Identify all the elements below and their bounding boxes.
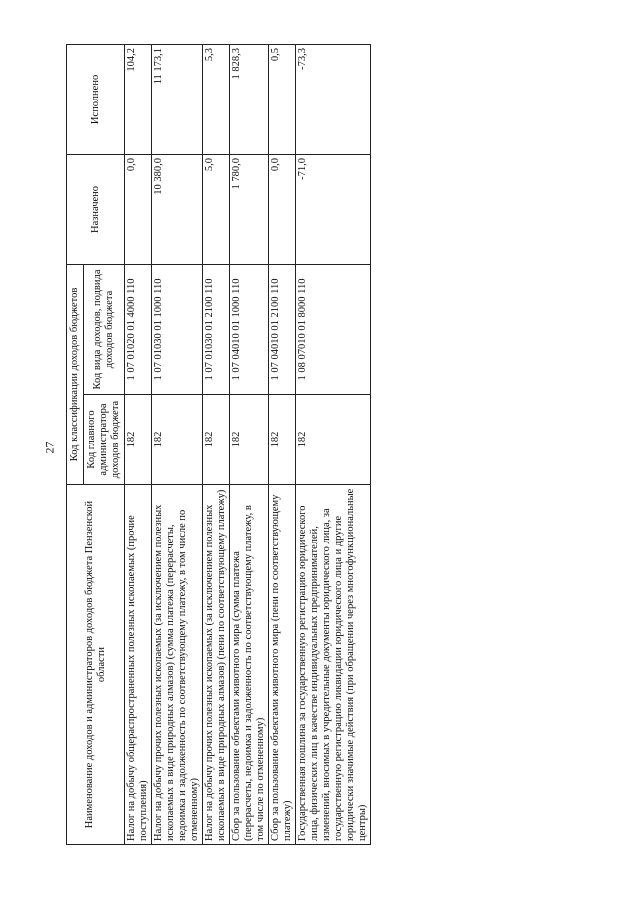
header-executed: Исполнено bbox=[67, 44, 125, 154]
row-executed: -73,3 bbox=[296, 44, 371, 154]
row-name: Сбор за пользование объектами животного мира (сумма платежа (перерасчеты, недоимка и задолженность по соответствующему платежу, в том числе по отмененному) bbox=[230, 485, 269, 845]
row-executed: 1 828,3 bbox=[230, 44, 269, 154]
page-number: 27 bbox=[42, 441, 57, 454]
row-income-code: 1 07 04010 01 1000 110 bbox=[230, 264, 269, 394]
row-name: Налог на добычу общераспространенных полезных ископаемых (прочие поступления) bbox=[125, 485, 152, 845]
header-name: Наименование доходов и администраторов доходов бюджета Пензенской области bbox=[67, 485, 125, 845]
table-row bbox=[296, 44, 371, 844]
table-row bbox=[269, 44, 296, 844]
row-admin-code: 182 bbox=[296, 395, 371, 485]
row-admin-code: 182 bbox=[152, 395, 203, 485]
row-executed: 0,5 bbox=[269, 44, 296, 154]
row-income-code: 1 08 07010 01 8000 110 bbox=[296, 264, 371, 394]
header-planned: Назначено bbox=[67, 154, 125, 264]
row-admin-code: 182 bbox=[203, 395, 230, 485]
row-income-code: 1 07 01030 01 2100 110 bbox=[203, 264, 230, 394]
row-name: Налог на добычу прочих полезных ископаемых (за исключением полезных ископаемых в виде природных алмазов) (пени по соответствующему платежу) bbox=[203, 485, 230, 845]
table-row bbox=[152, 44, 203, 844]
row-income-code: 1 07 01020 01 4000 110 bbox=[125, 264, 152, 394]
table-row bbox=[230, 44, 269, 844]
table-row bbox=[203, 44, 230, 844]
row-planned: 0,0 bbox=[269, 154, 296, 264]
row-name: Государственная пошлина за государственную регистрацию юридического лица, физических лиц в качестве индивидуальных предпринимателей, изменений, вносимых в учредительные документы юридического лица, за государственную регистрацию ликвидации юридического лица и другие юридически значимые действия (при обращении через многофункциональные центры) bbox=[296, 485, 371, 845]
row-planned: -71,0 bbox=[296, 154, 371, 264]
header-row-1 bbox=[67, 44, 84, 844]
row-planned: 0,0 bbox=[125, 154, 152, 264]
row-admin-code: 182 bbox=[269, 395, 296, 485]
row-admin-code: 182 bbox=[125, 395, 152, 485]
header-classification: Код классификации доходов бюджетов bbox=[67, 264, 84, 484]
revenue-table bbox=[66, 44, 371, 845]
row-planned: 5,0 bbox=[203, 154, 230, 264]
row-name: Налог на добычу прочих полезных ископаемых (за исключением полезных ископаемых в виде природных алмазов) (сумма платежа (перерасчеты, недоимка и задолженность по соответствующему платежу, в том числе по отмененному) bbox=[152, 485, 203, 845]
row-executed: 104,2 bbox=[125, 44, 152, 154]
row-admin-code: 182 bbox=[230, 395, 269, 485]
header-admin-code: Код главного администратора доходов бюджета bbox=[84, 395, 125, 485]
header-income-code: Код вида доходов, подвида доходов бюджета bbox=[84, 264, 125, 394]
table-row bbox=[125, 44, 152, 844]
row-income-code: 1 07 04010 01 2100 110 bbox=[269, 264, 296, 394]
row-income-code: 1 07 01030 01 1000 110 bbox=[152, 264, 203, 394]
row-executed: 5,3 bbox=[203, 44, 230, 154]
rotated-table-container bbox=[66, 45, 614, 845]
row-name: Сбор за пользование объектами животного мира (пени по соответствующему платежу) bbox=[269, 485, 296, 845]
row-planned: 10 380,0 bbox=[152, 154, 203, 264]
row-planned: 1 780,0 bbox=[230, 154, 269, 264]
row-executed: 11 173,1 bbox=[152, 44, 203, 154]
